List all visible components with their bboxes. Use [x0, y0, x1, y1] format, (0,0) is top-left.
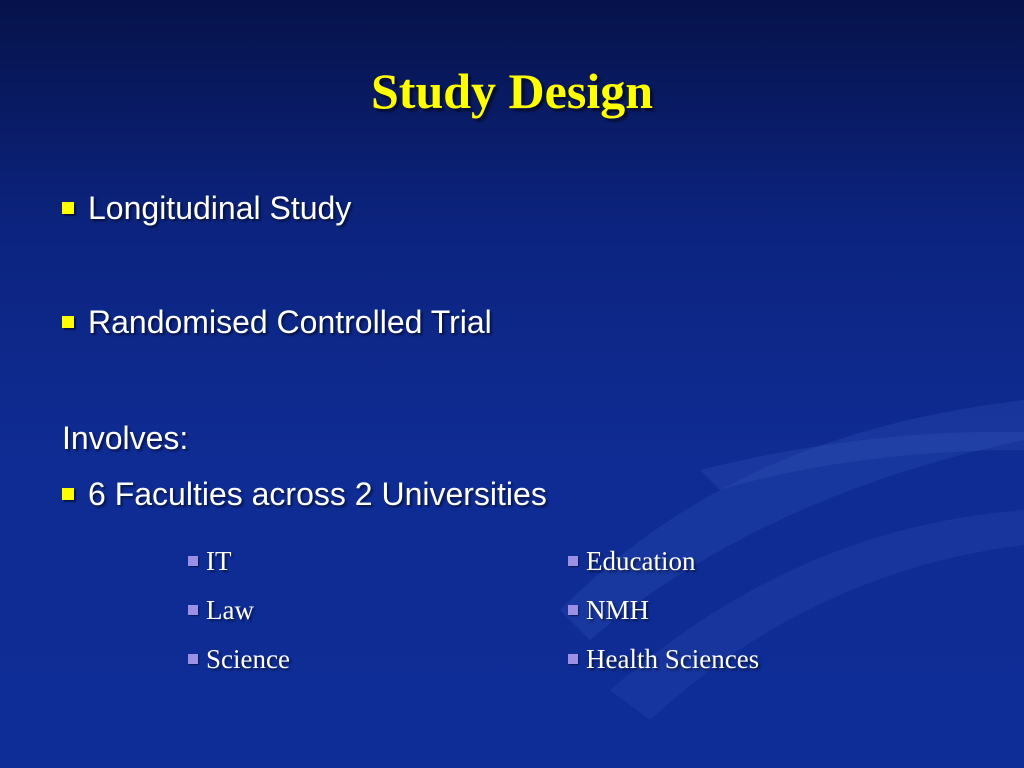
square-sub-bullet-icon — [568, 605, 578, 615]
sub-bullet-health-sciences — [568, 644, 759, 675]
involves-label: Involves: — [62, 420, 189, 456]
sub-bullet-text: IT — [206, 546, 232, 576]
square-sub-bullet-icon — [568, 556, 578, 566]
bullet-item-faculties — [62, 476, 547, 513]
square-sub-bullet-icon — [568, 654, 578, 664]
sub-bullet-text: Law — [206, 595, 254, 625]
square-sub-bullet-icon — [188, 556, 198, 566]
sub-bullet-it — [188, 546, 231, 577]
square-bullet-icon — [62, 202, 74, 214]
sub-bullet-nmh — [568, 595, 649, 626]
bullet-text: Longitudinal Study — [88, 190, 352, 226]
slide-title: Study Design — [370, 63, 654, 119]
square-sub-bullet-icon — [188, 605, 198, 615]
square-bullet-icon — [62, 488, 74, 500]
sub-bullet-text: NMH — [586, 595, 650, 625]
bullet-item-2 — [62, 304, 492, 341]
sub-bullet-science — [188, 644, 290, 675]
bullet-item-1 — [62, 190, 351, 227]
square-bullet-icon — [62, 316, 74, 328]
bullet-text: 6 Faculties across 2 Universities — [88, 476, 547, 512]
sub-bullet-text: Health Sciences — [586, 644, 760, 674]
bullet-text: Randomised Controlled Trial — [88, 304, 492, 340]
sub-bullet-text: Education — [586, 546, 696, 576]
sub-bullet-law — [188, 595, 254, 626]
square-sub-bullet-icon — [188, 654, 198, 664]
sub-bullet-text: Science — [206, 644, 290, 674]
sub-bullet-education — [568, 546, 695, 577]
